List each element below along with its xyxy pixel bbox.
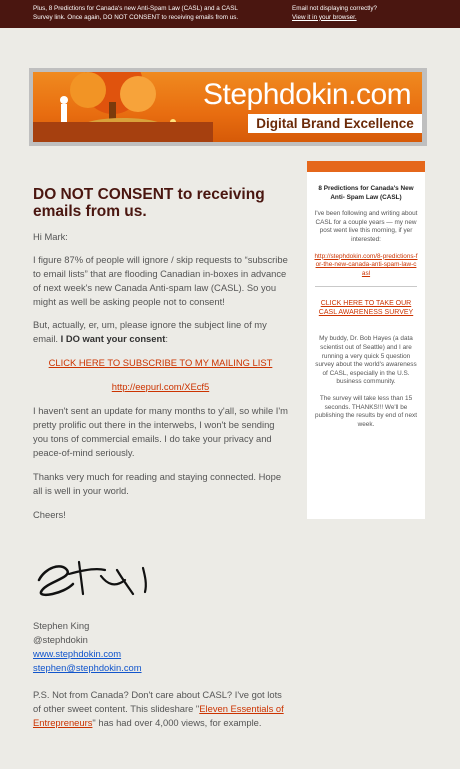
greeting: Hi Mark: [33, 231, 68, 242]
sidebar-post-line [307, 253, 425, 279]
signature-block [33, 619, 288, 730]
sig-website-link[interactable]: www.stephdokin.com [33, 648, 122, 659]
casl-survey-link[interactable]: CLICK HERE TO TAKE OUR CASL AWARENESS SURVEY [318, 300, 414, 317]
preheader-intro: Plus, 8 Predictions for Canada's new Anti-Spam Law (CASL) and a CASL Survey link. Once again, DO NOT CONSENT to receiving emails from us. [33, 5, 239, 21]
sidebar [307, 172, 425, 519]
view-in-browser-link[interactable]: View it in your browser. [292, 13, 357, 21]
sig-name: Stephen King [33, 620, 90, 631]
banner-image [33, 72, 422, 142]
email-heading: DO NOT CONSENT to receiving emails from us. [33, 186, 265, 220]
site-tagline: Digital Brand Excellence [248, 114, 422, 133]
paragraph-1: I figure 87% of people will ignore / skip requests to “subscribe to email lists” that are flooding Canadian in-boxes in advance of next week's new Canada Anti-spam law (CASL). So you might as well be asking people not to consent! [33, 254, 288, 307]
consent-emphasis: I DO want your consent [60, 333, 166, 344]
sidebar-accent-bar [307, 161, 425, 172]
sidebar-heading: 8 Predictions for Canada's New Anti- Spam Law (CASL) [318, 185, 414, 201]
email-body [33, 186, 288, 522]
paragraph-2: But, actually, er, um, please ignore the subject line of my email. I DO want your consent: [33, 319, 267, 344]
sidebar-intro: I've been following and writing about CASL for a couple years — my new post went live this morning, if yer interested: [314, 210, 418, 243]
casl-post-link[interactable]: http://stephdokin.com/8-predictions-for-the-new-canada-anti-spam-law-casl [314, 252, 418, 277]
banner-ground [33, 122, 213, 142]
short-link[interactable]: http://eepurl.com/XEcf5 [111, 381, 210, 392]
slideshare-link[interactable]: Eleven Essentials of Entrepreneurs [33, 703, 284, 728]
preheader-bar [0, 0, 460, 28]
short-link-line [33, 380, 288, 394]
paragraph-3: I haven't sent an update for many months to y'all, so while I'm pretty prolific out there in the interwebs, I won't be sending you tons of commercial emails. I do take your privacy and peace-of-mind seriously. [33, 405, 288, 458]
sidebar-survey-line [307, 299, 425, 317]
postscript: P.S. Not from Canada? Don't care about CASL? I've got lots of other sweet content. This slideshare "Eleven Essentials of Entrepreneurs" has had over 4,000 views, for example. [33, 689, 284, 728]
handwritten-signature [33, 540, 163, 600]
site-name: Stephdokin.com [203, 78, 412, 111]
sidebar-survey-info: My buddy, Dr. Bob Hayes (a data scientist out of Seattle) and I are running a very quick 5 question survey about the world's awareness of CASL, especially in the U.S. business community. [315, 335, 417, 386]
sidebar-divider [315, 286, 417, 287]
sig-handle: @stephdokin [33, 634, 88, 645]
display-question: Email not displaying correctly? [292, 5, 378, 12]
paragraph-4: Thanks very much for reading and staying connected. Hope all is well in your world. [33, 471, 282, 496]
preheader-browser-note [292, 5, 432, 22]
subscribe-line [33, 356, 288, 370]
header-banner[interactable] [29, 68, 427, 146]
subscribe-link[interactable]: CLICK HERE TO SUBSCRIBE TO MY MAILING LIST [48, 357, 273, 368]
sidebar-survey-note: The survey will take less than 15 seconds. THANKS!!! We'll be publishing the results by end of next week. [315, 394, 417, 428]
closing: Cheers! [33, 509, 66, 520]
sig-email-link[interactable]: stephen@stephdokin.com [33, 662, 142, 673]
